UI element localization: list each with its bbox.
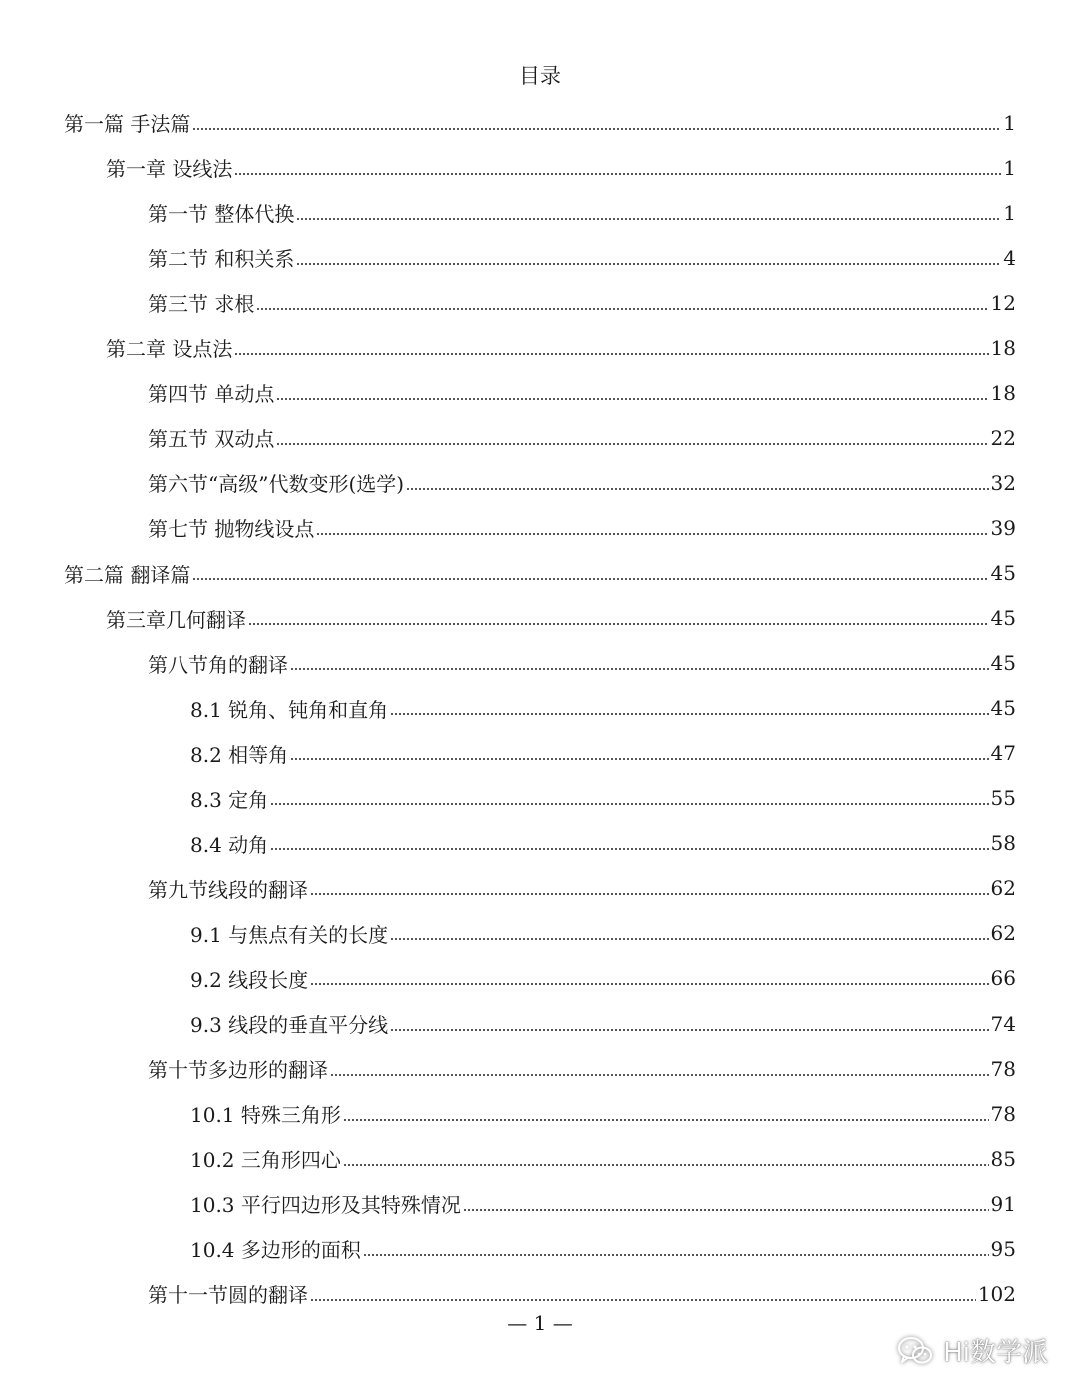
dot-leader — [310, 983, 988, 985]
toc-entry-page: 62 — [990, 921, 1016, 946]
toc-entry[interactable] — [190, 821, 1016, 866]
toc-entry[interactable] — [190, 1181, 1016, 1226]
toc-entry-label: 第三节 求根 — [148, 288, 256, 317]
toc-entry-label: 8.2 相等角 — [190, 739, 290, 768]
toc-entry-label: 第一章 设线法 — [106, 153, 234, 182]
wechat-icon — [897, 1336, 933, 1366]
toc-entry-page: 78 — [990, 1056, 1016, 1081]
toc-entry[interactable] — [106, 325, 1016, 370]
toc-entry-page: 66 — [990, 966, 1016, 991]
toc-entry-label: 第一节 整体代换 — [148, 198, 296, 227]
toc-entry-page: 45 — [990, 606, 1016, 631]
page-number: — 1 — — [507, 1311, 573, 1335]
toc-entry-label: 8.1 锐角、钝角和直角 — [190, 694, 390, 723]
dot-leader — [316, 533, 988, 535]
toc-entry-page: 102 — [977, 1281, 1016, 1306]
dot-leader — [363, 1254, 989, 1256]
dot-leader — [343, 1119, 989, 1121]
toc-entry-label: 9.1 与焦点有关的长度 — [190, 919, 390, 948]
toc-entry-label: 9.2 线段长度 — [190, 964, 310, 993]
dot-leader — [234, 353, 988, 355]
toc-entry[interactable] — [148, 866, 1016, 911]
toc-entry-label: 8.3 定角 — [190, 784, 270, 813]
watermark — [897, 1332, 1048, 1369]
toc-entry-page: 12 — [990, 290, 1016, 315]
toc-entry-page: 55 — [990, 786, 1016, 811]
toc-entry-label: 10.3 平行四边形及其特殊情况 — [190, 1189, 463, 1218]
toc-entry-label: 8.4 动角 — [190, 829, 270, 858]
toc-entry[interactable] — [148, 190, 1016, 235]
toc-entry[interactable] — [190, 1091, 1016, 1136]
toc-entry[interactable] — [190, 1226, 1016, 1271]
toc-entry-label: 第四节 单动点 — [148, 378, 276, 407]
dot-leader — [390, 1029, 988, 1031]
toc-entry[interactable] — [190, 686, 1016, 731]
toc-entry-label: 第八节角的翻译 — [148, 649, 290, 678]
toc-entry-page: 39 — [990, 515, 1016, 540]
toc-entry[interactable] — [64, 100, 1016, 145]
dot-leader — [310, 1299, 976, 1301]
toc-title: 目录 — [519, 64, 561, 88]
toc-entry-label: 第一篇 手法篇 — [64, 108, 192, 137]
toc-entry-label: 第十一节圆的翻译 — [148, 1279, 310, 1308]
watermark-text: Hi数学派 — [943, 1338, 1048, 1368]
toc-entry[interactable] — [148, 280, 1016, 325]
toc-entry-label: 10.2 三角形四心 — [190, 1144, 343, 1173]
toc-entry-page: 1 — [1003, 110, 1016, 135]
toc-entry-page: 45 — [990, 651, 1016, 676]
toc-entry[interactable] — [64, 551, 1016, 596]
toc-entry-label: 第二篇 翻译篇 — [64, 559, 192, 588]
toc-entry-page: 47 — [990, 741, 1016, 766]
toc-entry-label: 9.3 线段的垂直平分线 — [190, 1009, 390, 1038]
toc-entry[interactable] — [148, 1046, 1016, 1091]
dot-leader — [310, 893, 989, 895]
dot-leader — [270, 803, 988, 805]
dot-leader — [276, 398, 988, 400]
toc-entry-label: 10.4 多边形的面积 — [190, 1234, 363, 1263]
dot-leader — [296, 218, 1001, 220]
toc-entry-page: 91 — [990, 1191, 1016, 1216]
dot-leader — [330, 1074, 989, 1076]
dot-leader — [276, 443, 988, 445]
toc-entry-page: 45 — [990, 561, 1016, 585]
toc-entry[interactable] — [148, 641, 1016, 686]
dot-leader — [463, 1209, 989, 1211]
toc-entry-page: 78 — [990, 1101, 1016, 1126]
dot-leader — [390, 938, 988, 940]
toc-entry[interactable] — [190, 911, 1016, 956]
toc-entry[interactable] — [190, 1136, 1016, 1181]
dot-leader — [290, 668, 989, 670]
dot-leader — [343, 1164, 989, 1166]
toc-entry[interactable] — [148, 235, 1016, 280]
dot-leader — [296, 263, 1001, 265]
toc-entry-page: 22 — [990, 425, 1016, 450]
toc-entry[interactable] — [190, 1001, 1016, 1046]
toc-entry-page: 85 — [990, 1146, 1016, 1171]
toc-entry[interactable] — [148, 415, 1016, 460]
toc-entry-label: 第五节 双动点 — [148, 423, 276, 452]
toc-entry-label: 第二节 和积关系 — [148, 243, 296, 272]
toc-entry-page: 1 — [1003, 200, 1016, 225]
dot-leader — [256, 308, 988, 310]
dot-leader — [192, 128, 1001, 130]
toc-entry-page: 58 — [990, 831, 1016, 856]
toc-entry-page: 18 — [990, 335, 1016, 360]
toc-entry-label: 第三章几何翻译 — [106, 604, 248, 633]
toc-entry-page: 32 — [990, 470, 1016, 495]
toc-entry-label: 10.1 特殊三角形 — [190, 1099, 343, 1128]
dot-leader — [390, 713, 988, 715]
dot-leader — [270, 848, 988, 850]
toc-entry-label: 第六节“高级”代数变形(选学) — [148, 468, 406, 497]
toc-entry-page: 62 — [990, 876, 1016, 901]
toc-entry[interactable] — [148, 370, 1016, 415]
toc-entry[interactable] — [190, 731, 1016, 776]
toc-entry-label: 第十节多边形的翻译 — [148, 1054, 330, 1083]
toc-entry[interactable] — [106, 596, 1016, 641]
toc-entry-label: 第九节线段的翻译 — [148, 874, 310, 903]
toc-entry-label: 第二章 设点法 — [106, 333, 234, 362]
toc-entry-page: 1 — [1003, 155, 1016, 180]
toc-entry-page: 4 — [1003, 245, 1016, 270]
dot-leader — [248, 623, 989, 625]
toc-entry[interactable] — [148, 460, 1016, 505]
toc-entry-page: 45 — [990, 696, 1016, 721]
toc-entry-page: 95 — [990, 1236, 1016, 1261]
toc-entry[interactable] — [148, 505, 1016, 550]
dot-leader — [406, 488, 988, 490]
dot-leader — [234, 173, 1001, 175]
toc-entry[interactable] — [190, 776, 1016, 821]
dot-leader — [290, 758, 988, 760]
toc-entry-page: 18 — [990, 380, 1016, 405]
toc-entry[interactable] — [106, 145, 1016, 190]
toc-entry[interactable] — [190, 956, 1016, 1001]
dot-leader — [192, 578, 988, 580]
toc-entry-page: 74 — [990, 1011, 1016, 1036]
toc-entry-label: 第七节 抛物线设点 — [148, 513, 316, 542]
